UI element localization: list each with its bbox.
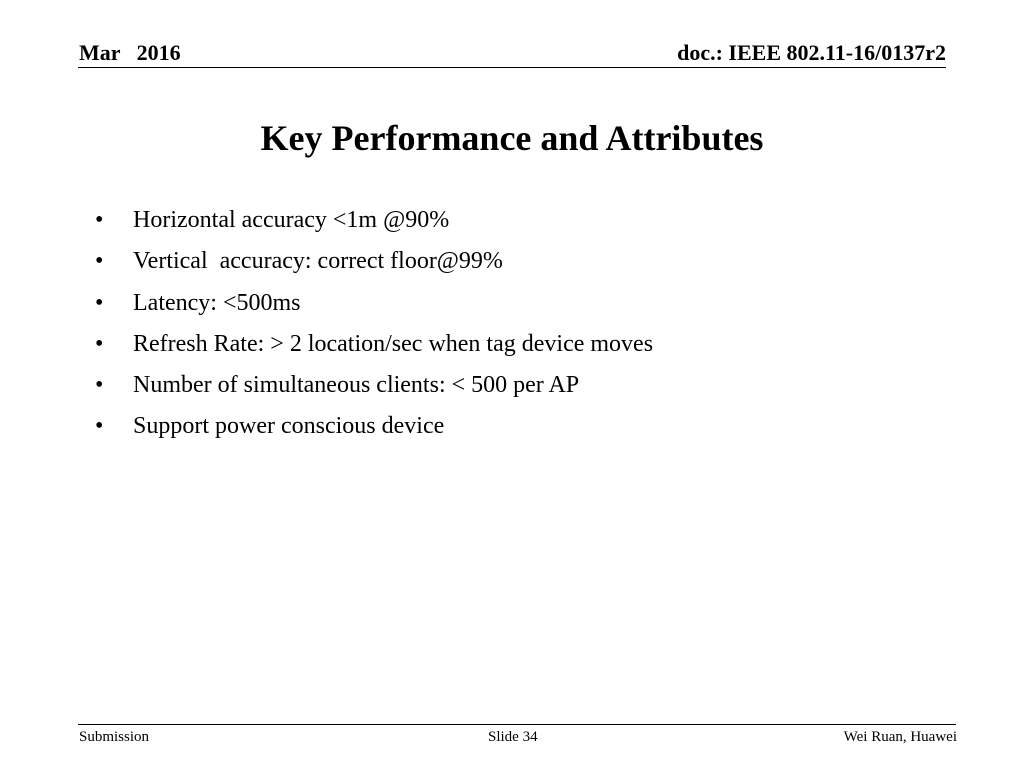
bullet-text: Vertical accuracy: correct floor@99% (133, 248, 503, 275)
bullet-text: Horizontal accuracy <1m @90% (133, 207, 450, 233)
footer-slide-number: Slide 34 (488, 729, 538, 745)
footer-author: Wei Ruan, Huawei (843, 729, 957, 745)
bullet-icon: • (95, 289, 104, 316)
bullet-item (95, 241, 653, 282)
header-divider (78, 67, 946, 68)
bullet-icon: • (95, 330, 104, 357)
footer-divider (78, 724, 956, 725)
bullet-text: Number of simultaneous clients: < 500 per AP (133, 372, 580, 399)
bullet-text: Refresh Rate: > 2 location/sec when tag device moves (133, 330, 654, 357)
bullet-item (95, 406, 653, 447)
header-doc-id: doc.: IEEE 802.11-16/0137r2 (677, 40, 946, 65)
slide-title: Key Performance and Attributes (260, 118, 764, 158)
header-date: Mar 2016 (79, 40, 181, 65)
bullet-item (95, 283, 653, 324)
bullet-item (95, 365, 653, 406)
bullet-icon: • (95, 372, 104, 399)
bullet-text: Latency: <500ms (133, 289, 301, 316)
bullet-icon: • (95, 207, 104, 233)
footer-submission: Submission (79, 729, 150, 745)
bullet-text: Support power conscious device (133, 413, 445, 440)
bullet-item (95, 200, 653, 241)
bullet-list (95, 200, 653, 448)
bullet-icon: • (95, 248, 104, 275)
bullet-icon: • (95, 413, 104, 440)
bullet-item (95, 324, 653, 365)
